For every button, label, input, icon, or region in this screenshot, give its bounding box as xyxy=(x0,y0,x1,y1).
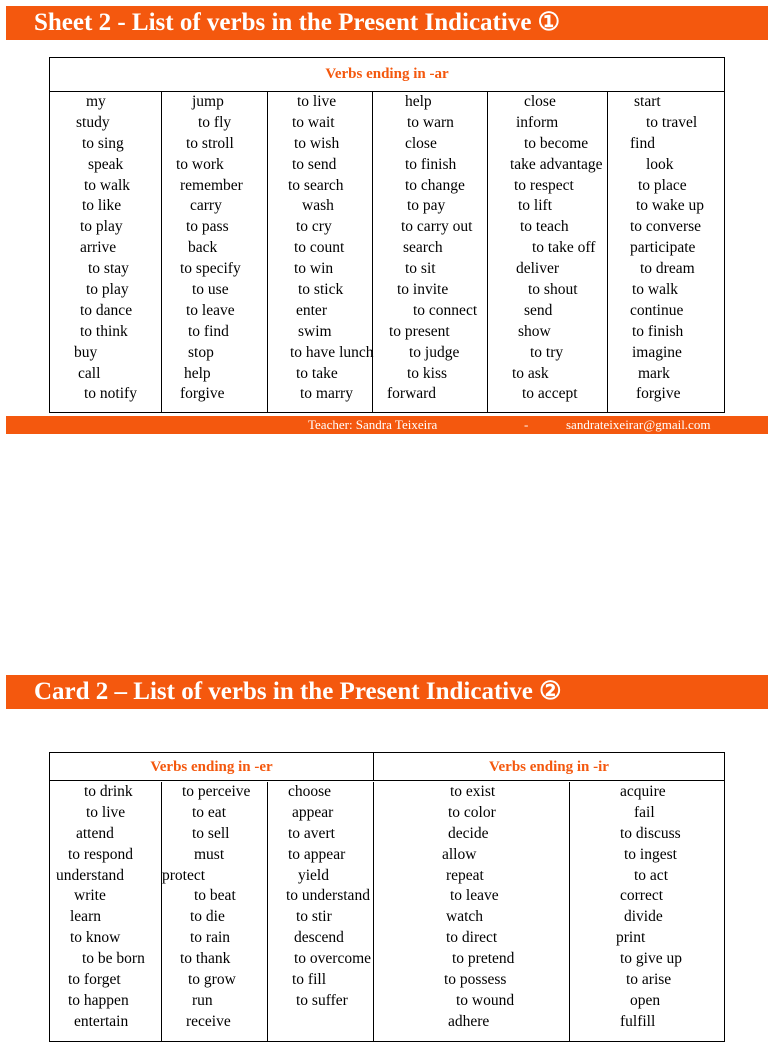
verb-cell: to leave xyxy=(186,301,235,319)
verb-cell: to use xyxy=(192,281,229,299)
verb-cell: close xyxy=(524,93,556,110)
verb-cell: to accept xyxy=(522,385,578,403)
verb-cell: to understand xyxy=(286,887,370,905)
verb-cell: to sit xyxy=(405,260,436,278)
verb-cell: to become xyxy=(524,134,589,152)
verb-cell: adhere xyxy=(448,1012,490,1030)
verb-cell: to connect xyxy=(413,301,478,319)
verb-cell: to fill xyxy=(292,971,327,989)
verb-cell: continue xyxy=(630,301,684,319)
verb-cell: to shout xyxy=(528,281,578,299)
verb-cell: to dance xyxy=(80,301,133,319)
sheet1-title: Sheet 2 - List of verbs in the Present Indicative ① xyxy=(34,9,561,36)
teacher-name: Teacher: Sandra Teixeira xyxy=(308,417,438,432)
verb-cell: to ingest xyxy=(624,845,677,863)
verb-cell: to direct xyxy=(446,929,498,947)
verb-cell: to lift xyxy=(518,197,553,215)
sheet2-title-banner xyxy=(6,675,768,709)
verb-cell: learn xyxy=(70,908,101,926)
verb-cell: to invite xyxy=(397,281,449,299)
verb-cell: to live xyxy=(297,93,337,110)
verb-cell: to give up xyxy=(620,950,682,968)
er-ir-verbs-table xyxy=(49,752,725,1042)
verb-cell: acquire xyxy=(620,783,666,800)
footer-separator: - xyxy=(524,417,529,432)
verb-cell: to overcome xyxy=(294,950,372,968)
verb-cell: to judge xyxy=(409,343,460,361)
verb-cell: to drink xyxy=(84,783,133,800)
verb-cell: to sing xyxy=(82,134,124,152)
verb-cell: to send xyxy=(292,155,337,173)
verb-cell: receive xyxy=(186,1012,231,1030)
verb-cell: forgive xyxy=(636,385,681,403)
verb-cell: inform xyxy=(516,113,559,131)
ar-column-5 xyxy=(487,92,607,412)
verb-cell: to stick xyxy=(298,281,344,299)
verb-cell: enter xyxy=(296,301,327,319)
verb-cell: to try xyxy=(530,343,564,361)
verb-cell: to warn xyxy=(407,113,454,131)
verb-cell: protect xyxy=(162,866,206,884)
verb-cell: to take off xyxy=(532,239,596,257)
verb-cell: understand xyxy=(56,866,125,884)
verb-cell: to present xyxy=(389,322,450,340)
verb-cell: to walk xyxy=(84,176,131,194)
verb-cell: to find xyxy=(188,322,229,340)
verb-cell: to discuss xyxy=(620,824,681,842)
sheet2-title: Card 2 – List of verbs in the Present Indicative ② xyxy=(34,678,562,705)
verb-cell: jump xyxy=(192,93,224,110)
verb-cell: to respect xyxy=(514,176,574,194)
verb-cell: correct xyxy=(620,887,664,905)
ar-verbs-table xyxy=(49,57,725,413)
verb-cell: swim xyxy=(298,322,332,340)
ar-verbs-header: Verbs ending in -ar xyxy=(50,58,724,92)
verb-cell: to take xyxy=(296,364,338,382)
verb-cell: entertain xyxy=(74,1012,129,1030)
verb-cell: to travel xyxy=(646,113,698,131)
verb-cell: to appear xyxy=(288,845,346,863)
er-verbs-header: Verbs ending in -er xyxy=(50,753,373,781)
er-column-2 xyxy=(161,782,267,1042)
verb-cell: to leave xyxy=(450,887,499,905)
verb-cell: to stroll xyxy=(186,134,234,152)
verb-cell: choose xyxy=(288,783,332,800)
verb-cell: to possess xyxy=(444,971,507,989)
verb-cell: to fly xyxy=(198,113,232,131)
verb-cell: wash xyxy=(302,197,334,215)
verb-cell: to wound xyxy=(456,991,515,1009)
verb-cell: to be born xyxy=(82,950,145,968)
verb-cell: open xyxy=(630,991,661,1009)
ar-column-4 xyxy=(372,92,487,412)
verb-cell: to know xyxy=(70,929,121,947)
verb-cell: to rain xyxy=(190,929,231,947)
verb-cell: to dream xyxy=(640,260,695,278)
verb-cell: to ask xyxy=(512,364,549,382)
verb-cell: to play xyxy=(80,218,123,236)
verb-cell: imagine xyxy=(632,343,682,361)
verb-cell: forward xyxy=(387,385,437,403)
verb-cell: to search xyxy=(288,176,344,194)
verb-cell: to think xyxy=(80,322,128,340)
verb-cell: to sell xyxy=(192,824,230,842)
verb-cell: to wish xyxy=(294,134,340,152)
verb-cell: repeat xyxy=(446,866,484,884)
ir-verbs-header: Verbs ending in -ir xyxy=(373,753,724,781)
verb-cell: to beat xyxy=(194,887,236,905)
verb-cell: fulfill xyxy=(620,1012,656,1030)
verb-cell: fail xyxy=(634,803,655,821)
verb-cell: to stay xyxy=(88,260,129,278)
ar-column-1 xyxy=(50,92,161,412)
verb-cell: close xyxy=(405,134,437,152)
verb-cell: forgive xyxy=(180,385,225,403)
verb-cell: my xyxy=(86,93,106,110)
verb-cell: divide xyxy=(624,908,663,926)
verb-cell: yield xyxy=(298,866,329,884)
verb-cell: mark xyxy=(638,364,670,382)
verb-cell: study xyxy=(76,113,110,131)
verb-cell: help xyxy=(184,364,211,382)
ar-column-2 xyxy=(161,92,267,412)
verb-cell: to color xyxy=(448,803,496,821)
verb-cell: to teach xyxy=(520,218,569,236)
verb-cell: to carry out xyxy=(401,218,473,236)
er-column-3 xyxy=(267,782,373,1042)
verb-cell: to eat xyxy=(192,803,226,821)
verb-cell: to live xyxy=(86,803,126,821)
verb-cell: to happen xyxy=(68,991,129,1009)
sheet1-title-banner xyxy=(6,6,768,40)
verb-cell: appear xyxy=(292,803,334,821)
verb-cell: to thank xyxy=(180,950,231,968)
verb-cell: to place xyxy=(638,176,687,194)
verb-cell: to like xyxy=(82,197,122,215)
verb-cell: participate xyxy=(630,239,696,257)
verb-cell: help xyxy=(405,93,432,110)
footer-bar xyxy=(6,416,768,434)
ar-column-6 xyxy=(607,92,724,412)
verb-cell: remember xyxy=(180,176,243,194)
verb-cell: to perceive xyxy=(182,783,251,800)
verb-cell: start xyxy=(634,93,661,110)
verb-cell: to marry xyxy=(300,385,353,403)
verb-cell: to notify xyxy=(84,385,137,403)
verb-cell: to forget xyxy=(68,971,121,989)
verb-cell: to win xyxy=(294,260,334,278)
verb-cell: to pass xyxy=(186,218,229,236)
verb-cell: run xyxy=(192,991,213,1009)
verb-cell: to die xyxy=(190,908,225,926)
verb-cell: carry xyxy=(190,197,222,215)
verb-cell: to finish xyxy=(405,155,457,173)
verb-cell: watch xyxy=(446,908,484,926)
verb-cell: decide xyxy=(448,824,489,842)
teacher-email: sandrateixeirar@gmail.com xyxy=(566,417,711,432)
verb-cell: to grow xyxy=(188,971,236,989)
verb-cell: to respond xyxy=(68,845,134,863)
verb-cell: print xyxy=(616,929,646,947)
verb-cell: to cry xyxy=(296,218,332,236)
verb-cell: look xyxy=(646,155,674,173)
verb-cell: descend xyxy=(294,929,344,947)
verb-cell: to suffer xyxy=(296,991,348,1009)
verb-cell: allow xyxy=(442,845,477,863)
verb-cell: arrive xyxy=(80,239,117,257)
verb-cell: to exist xyxy=(450,783,496,800)
verb-cell: to change xyxy=(405,176,465,194)
verb-cell: to play xyxy=(86,281,129,299)
verb-cell: write xyxy=(74,887,106,905)
ar-column-3 xyxy=(267,92,372,412)
verb-cell: to wake up xyxy=(636,197,705,215)
verb-cell: to stir xyxy=(296,908,332,926)
verb-cell: stop xyxy=(188,343,214,361)
verb-cell: speak xyxy=(88,155,124,173)
verb-cell: to specify xyxy=(180,260,241,278)
verb-cell: buy xyxy=(74,343,98,361)
verb-cell: back xyxy=(188,239,218,257)
verb-cell: to act xyxy=(634,866,668,884)
ir-column-1 xyxy=(373,782,569,1042)
verb-cell: must xyxy=(194,845,225,863)
verb-cell: search xyxy=(403,239,443,257)
verb-cell: deliver xyxy=(516,260,560,278)
verb-cell: to kiss xyxy=(407,364,448,382)
verb-cell: to finish xyxy=(632,322,684,340)
verb-cell: to pay xyxy=(407,197,446,215)
verb-cell: to pretend xyxy=(452,950,515,968)
verb-cell: find xyxy=(630,134,655,152)
verb-cell: call xyxy=(78,364,101,382)
ir-column-2 xyxy=(569,782,724,1042)
verb-cell: send xyxy=(524,301,553,319)
verb-cell: to converse xyxy=(630,218,702,236)
verb-cell: to walk xyxy=(632,281,679,299)
verb-cell: to arise xyxy=(626,971,672,989)
verb-cell: to count xyxy=(294,239,345,257)
er-column-1 xyxy=(50,782,161,1042)
verb-cell: to avert xyxy=(288,824,335,842)
verb-cell: take advantage xyxy=(510,155,603,173)
verb-cell: to work xyxy=(176,155,224,173)
verb-cell: attend xyxy=(76,824,114,842)
verb-cell: show xyxy=(518,322,551,340)
verb-cell: to have lunch xyxy=(290,343,374,361)
verb-cell xyxy=(268,1012,373,1033)
verb-cell: to wait xyxy=(292,113,335,131)
